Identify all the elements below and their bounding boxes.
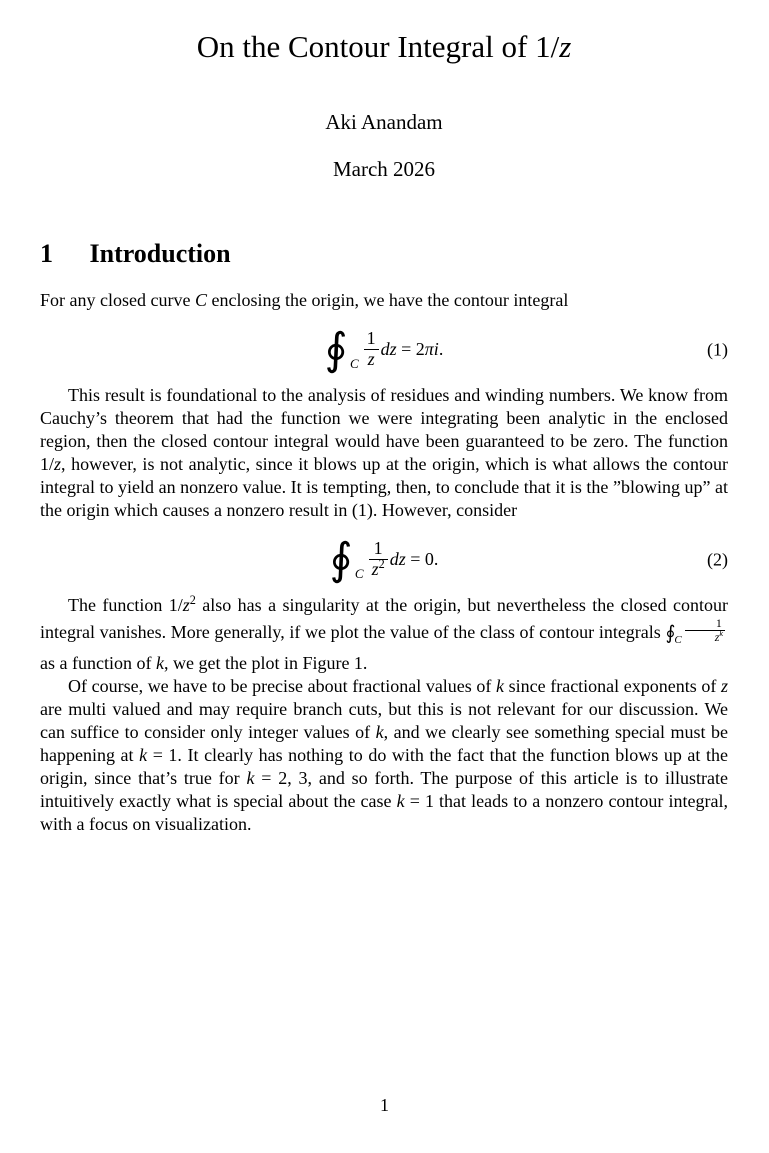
fraction: $\frac{1}{z^2}$ <box>369 539 388 580</box>
contour-integral-icon: ∮ C <box>329 533 364 585</box>
paragraph: The function $1/z^2$ also has a singularity at the origin, but nevertheless the closed contour integral vanishes. More generally, if we plot the value of the class of contour integrals $∮_C$ $\frac{1}{z^k}$ as a function of k, we get the plot in Figure 1. <box>40 592 728 674</box>
paragraph: Of course, we have to be precise about fractional values of k since fractional exponents of z are multi valued and may require branch cuts, but this is not relevant for our discussion. We can suffice to consider only integer values of k, and we clearly see something special must be happening at k = 1. It clearly has nothing to do with the fact that the function blows up at the origin, since that’s true for k = 2, 3, and so forth. The purpose of this article is to illustrate intuitively exactly what is special about the case k = 1 that leads to a nonzero contour integral, with a focus on visualization. <box>40 676 728 835</box>
contour-integral-icon: ∮ C <box>324 323 359 375</box>
display-equation <box>40 533 728 585</box>
paper-title: On the Contour Integral of 1/z <box>196 29 572 64</box>
equation-body: ∮ C $\frac{1}{z}$ dz = 2 πi . <box>324 323 444 375</box>
page-number: 1 <box>380 1095 389 1115</box>
author: Aki Anandam <box>325 110 443 135</box>
document-body <box>40 289 728 837</box>
fraction: $\frac{1}{z}$ <box>364 329 379 370</box>
paragraph: For any closed curve C enclosing the origin, we have the contour integral <box>40 289 569 310</box>
equation-number: (1) <box>707 339 728 360</box>
contour-integral-icon: $∮_C$ <box>665 622 682 647</box>
display-equation <box>40 323 728 375</box>
fraction: $\frac{1}{z^k}$ <box>685 617 725 646</box>
equation-number: (2) <box>707 549 728 570</box>
paragraph: This result is foundational to the analysis of residues and winding numbers. We know from Cauchy’s theorem that had the function we were integrating been analytic in the enclosed region, then the closed contour integral would have been guaranteed to be zero. The function 1/z, however, is not analytic, since it blows up at the origin, which is what allows the contour integral to yield an nonzero value. It is tempting, then, to conclude that it is the ”blowing up” at the origin which causes a nonzero result in (1). However, consider <box>40 384 728 520</box>
section-number: 1 <box>40 238 53 268</box>
equation-body: ∮ C $\frac{1}{z^2}$ dz = 0. <box>329 533 439 585</box>
section-title: Introduction <box>89 238 231 268</box>
section-heading <box>40 239 728 269</box>
date: March 2026 <box>332 157 436 182</box>
